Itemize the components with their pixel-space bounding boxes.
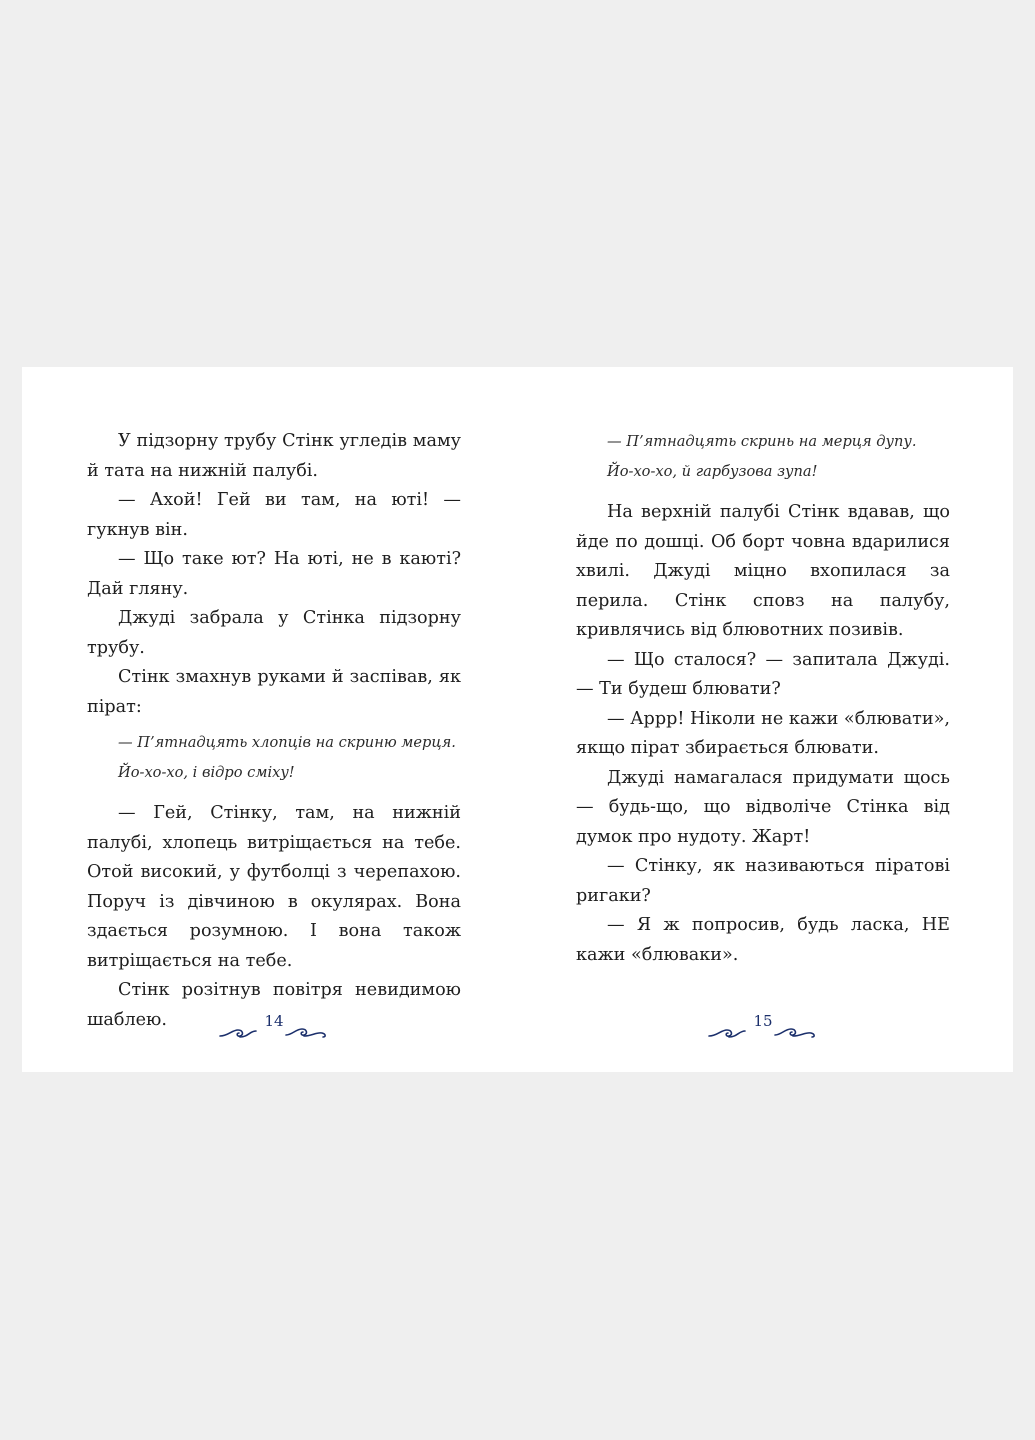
- right-page: [517, 367, 1013, 1072]
- left-page: [22, 367, 517, 1072]
- verse-line: — П’ятнадцять скринь на мерця дупу.: [607, 433, 917, 450]
- paragraph: У підзорну трубу Стінк угледів маму й тата на нижній палубі.: [87, 431, 461, 481]
- paragraph: — Гей, Стінку, там, на нижній палубі, хлопець витріщається на тебе. Отой високий, у футболці з черепахою. Поруч із дівчиною в окулярах. Вона здається розумною. І вона також витріщається на тебе.: [87, 803, 461, 971]
- paragraph: — Ахой! Гей ви там, на юті! — гукнув він.: [87, 490, 461, 540]
- paragraph: — Аррр! Ніколи не кажи «блювати», якщо пірат збирається блювати.: [576, 708, 950, 758]
- left-page-text: [87, 427, 461, 1035]
- page-number: 15: [753, 1012, 773, 1030]
- paragraph: — Що таке ют? На юті, не в каюті? Дай гляну.: [87, 549, 461, 599]
- song-verse: [576, 427, 950, 486]
- page-number-ornament: [214, 1012, 334, 1042]
- page-number-ornament: [703, 1012, 823, 1042]
- paragraph: На верхній палубі Стінк вдавав, що йде по дошці. Об борт човна вдарилися хвилі. Джуді міцно вхопилася за перила. Стінк сповз на палубу, кривлячись від блювотних позивів.: [576, 502, 950, 640]
- verse-line: — П’ятнадцять хлопців на скриню мерця.: [118, 734, 456, 751]
- paragraph: Джуді намагалася придумати щось — будь-що, що відволіче Стінка від думок про нудоту. Жарт!: [576, 767, 950, 847]
- verse-line: Йо-хо-хо, і відро сміху!: [118, 763, 295, 781]
- book-spread: [22, 367, 1013, 1072]
- paragraph: — Стінку, як називаються піратові ригаки?: [576, 856, 950, 906]
- paragraph: Стінк змахнув руками й заспівав, як пірат:: [87, 667, 461, 717]
- page-number: 14: [264, 1012, 284, 1030]
- paragraph: — Я ж попросив, будь ласка, НЕ кажи «блюваки».: [576, 915, 950, 965]
- paragraph: — Що сталося? — запитала Джуді. — Ти будеш блювати?: [576, 649, 950, 699]
- paragraph: Джуді забрала у Стінка підзорну трубу.: [87, 608, 461, 658]
- verse-line: Йо-хо-хо, й гарбузова зупа!: [607, 462, 818, 480]
- song-verse: [87, 728, 461, 787]
- right-page-text: [576, 427, 950, 970]
- paragraph: Стінк розітнув повітря невидимою шаблею.: [87, 980, 461, 1030]
